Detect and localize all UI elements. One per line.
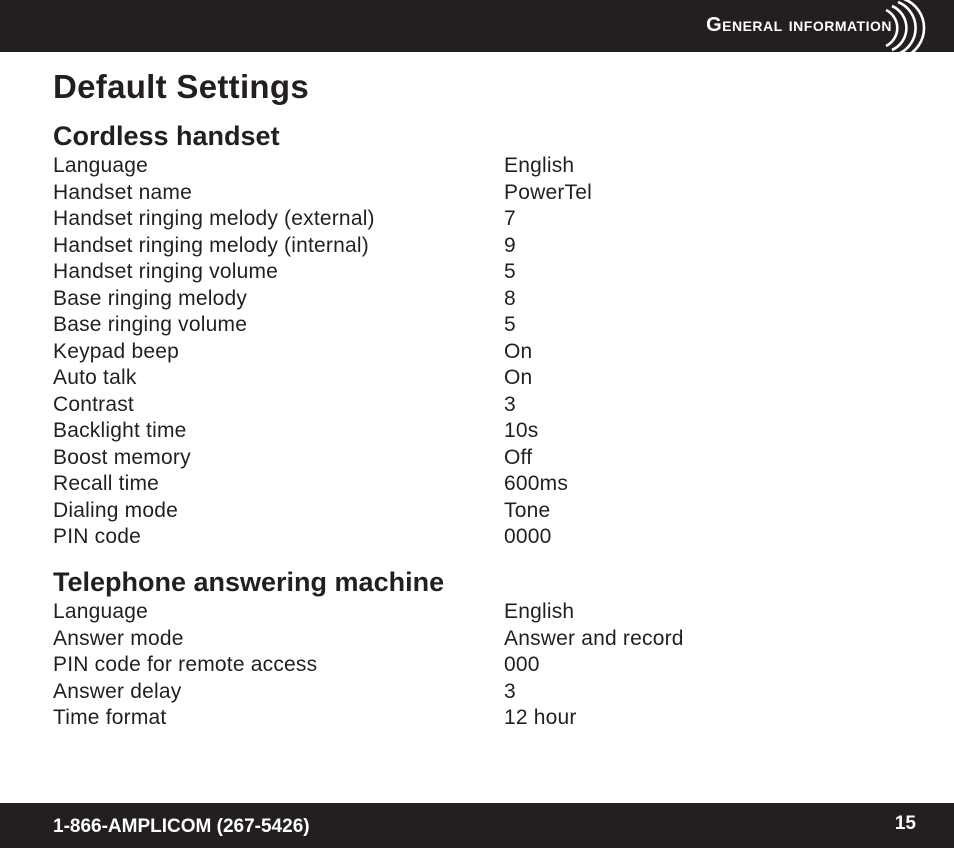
setting-label: Backlight time [53, 419, 187, 443]
setting-label: Keypad beep [53, 339, 179, 363]
setting-label: Recall time [53, 472, 160, 496]
settings-row [53, 259, 773, 286]
setting-label: Dialing mode [53, 498, 178, 522]
cordless-handset-settings [53, 153, 773, 551]
setting-value: 12 hour [504, 706, 577, 730]
setting-value: PowerTel [504, 180, 592, 204]
support-phone-number: 1-866-AMPLICOM (267-5426) [53, 816, 310, 837]
settings-row [53, 418, 773, 445]
settings-row [53, 652, 773, 679]
setting-value: Off [504, 445, 533, 469]
setting-label: Language [53, 154, 149, 178]
settings-row [53, 705, 773, 732]
setting-value: 0000 [504, 525, 552, 549]
setting-value: English [504, 154, 575, 178]
setting-value: Tone [504, 498, 551, 522]
section-title-cordless-handset: Cordless handset [53, 121, 280, 151]
setting-value: 5 [504, 260, 516, 284]
settings-row [53, 153, 773, 180]
setting-value: 600ms [504, 472, 569, 496]
setting-value: English [504, 600, 575, 624]
setting-label: Language [53, 600, 149, 624]
settings-row [53, 445, 773, 472]
setting-value: 8 [504, 286, 516, 310]
setting-label: Base ringing melody [53, 286, 248, 310]
page-title: Default Settings [53, 68, 309, 105]
answering-machine-settings [53, 599, 773, 732]
page-number: 15 [894, 813, 916, 834]
settings-row [53, 679, 773, 706]
settings-row [53, 626, 773, 653]
settings-row [53, 524, 773, 551]
header-title: General information [706, 14, 892, 36]
setting-label: Handset ringing melody (external) [53, 207, 375, 231]
setting-value: Answer and record [504, 626, 684, 650]
setting-value: 7 [504, 207, 516, 231]
setting-label: Auto talk [53, 366, 137, 390]
settings-row [53, 365, 773, 392]
settings-row [53, 180, 773, 207]
settings-row [53, 599, 773, 626]
setting-label: Base ringing volume [53, 313, 248, 337]
setting-value: 9 [504, 233, 516, 257]
setting-label: Boost memory [53, 445, 191, 469]
settings-row [53, 206, 773, 233]
setting-label: Contrast [53, 392, 134, 416]
setting-value: 10s [504, 419, 539, 443]
setting-value: 3 [504, 679, 516, 703]
setting-label: Handset name [53, 180, 192, 204]
setting-label: Time format [53, 706, 167, 730]
setting-value: 3 [504, 392, 516, 416]
sound-waves-icon [856, 0, 928, 56]
setting-label: Answer mode [53, 626, 184, 650]
setting-value: On [504, 339, 533, 363]
settings-row [53, 286, 773, 313]
setting-value: 5 [504, 313, 516, 337]
settings-row [53, 233, 773, 260]
section-title-answering-machine: Telephone answering machine [53, 567, 445, 597]
setting-value: 000 [504, 653, 540, 677]
settings-row [53, 312, 773, 339]
setting-value: On [504, 366, 533, 390]
settings-row [53, 392, 773, 419]
settings-row [53, 471, 773, 498]
setting-label: Handset ringing melody (internal) [53, 233, 369, 257]
settings-row [53, 339, 773, 366]
setting-label: PIN code for remote access [53, 653, 318, 677]
setting-label: Handset ringing volume [53, 260, 279, 284]
settings-row [53, 498, 773, 525]
setting-label: PIN code [53, 525, 141, 549]
setting-label: Answer delay [53, 679, 182, 703]
